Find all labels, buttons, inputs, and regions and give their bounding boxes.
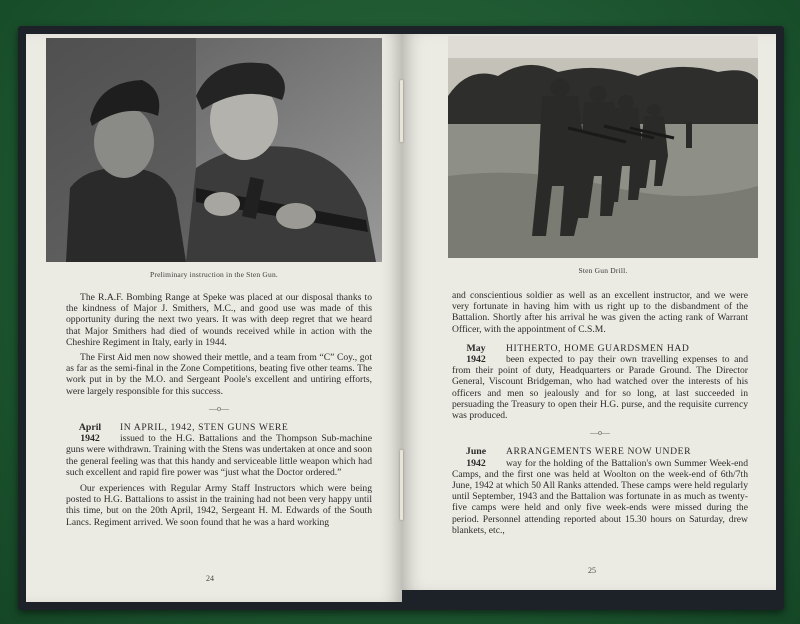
paragraph: The R.A.F. Bombing Range at Speke was placed at our disposal thanks to the kindness of Major J. Smithers, M.C., and good use was made of this opportunity during the next two years. It was with deep regret that we heard that Major Smithers had died of wounds received while in action with the Cheshire Regiment in Italy, early in 1944. xyxy=(66,292,372,348)
entry-text: way for the holding of the Battalion's own Summer Week-end Camps, and the first one was held at Woolton on the week-end of 6th/7th June, 1942 at which 50 All Ranks attended. These camps were held regularly until September, 1943 and the Battalion was fortunate in as much as twenty-five camps were held and only five week-ends were missed during the period. Personnel attending reported about 15.30 hours on Saturday, drew blankets, etc., xyxy=(452,457,748,536)
dated-entry-may xyxy=(452,343,748,421)
entry-date xyxy=(452,446,500,468)
paragraph: The First Aid men now showed their mettle, and a team from “C” Coy., got as far as the semi-final in the Zone Competitions, beating five other teams. The work put in by the M.O. and Sergeant Poole's excellent and untiring efforts, were largely responsible for this success. xyxy=(66,352,372,397)
entry-year: 1942 xyxy=(466,457,486,469)
photo-sten-drill xyxy=(448,36,758,258)
dated-entry-april xyxy=(66,422,372,478)
entry-month: April xyxy=(78,422,102,434)
paragraph: Our experiences with Regular Army Staff Instructors which were being posted to H.G. Battalions to assist in the training had not been very happy until this time, but on the 20th April, 1942, Sergeant H. M. Edwards of the South Lancs. Regiment arrived. We soon found that he was a hard working xyxy=(66,483,372,528)
separator: —o— xyxy=(590,428,610,438)
dated-entry-june xyxy=(452,446,748,536)
entry-month: June xyxy=(465,446,487,458)
left-page xyxy=(26,34,402,602)
entry-date xyxy=(66,422,114,444)
entry-text: issued to the H.G. Battalions and the Thompson Sub-machine guns were withdrawn. Training with the Stens was undertaken at once and soon the general feeling was that this handy and serviceable little weapon which had such excellent and rapid fire power was “just what the Doctor ordered.” xyxy=(66,433,372,478)
right-page xyxy=(402,34,776,590)
entry-text: been expected to pay their own travelling expenses to and from their point of duty, Headquarters or Parade Ground. The Director General, Viscount Bridgeman, who had watched over the interests of his officers and men so jealously and for so long, at last succeeded in persuading the Treasury to open their H.G. purse, and the requisite currency was produced. xyxy=(452,354,748,422)
binding-stitch xyxy=(400,80,403,142)
photo-drill-field xyxy=(448,36,758,258)
entry-date xyxy=(452,343,500,365)
paragraph: and conscientious soldier as well as an excellent instructor, and we were very fortunate in having him with us right up to the disbandment of the Battalion. Shortly after his arrival he was given the acting rank of Warrant Officer, with the appointment of C.S.M. xyxy=(452,290,748,335)
entry-month: May xyxy=(466,342,486,354)
photo-caption: Sten Gun Drill. xyxy=(578,266,628,275)
left-body xyxy=(66,292,372,532)
photo-sten-instruction xyxy=(46,38,382,262)
page-number: 25 xyxy=(588,566,596,575)
entry-year: 1942 xyxy=(466,354,486,366)
entry-heading: IN APRIL, 1942, STEN GUNS WERE xyxy=(120,422,289,434)
photo-caption: Preliminary instruction in the Sten Gun. xyxy=(150,270,278,279)
photo-two-soldiers xyxy=(46,38,382,262)
right-body xyxy=(452,290,748,536)
entry-heading: HITHERTO, HOME GUARDSMEN HAD xyxy=(506,342,690,354)
binding-stitch xyxy=(400,450,403,520)
entry-heading: ARRANGEMENTS WERE NOW UNDER xyxy=(506,446,692,458)
separator: —o— xyxy=(209,403,229,413)
page-number: 24 xyxy=(206,574,214,583)
entry-year: 1942 xyxy=(80,433,100,445)
